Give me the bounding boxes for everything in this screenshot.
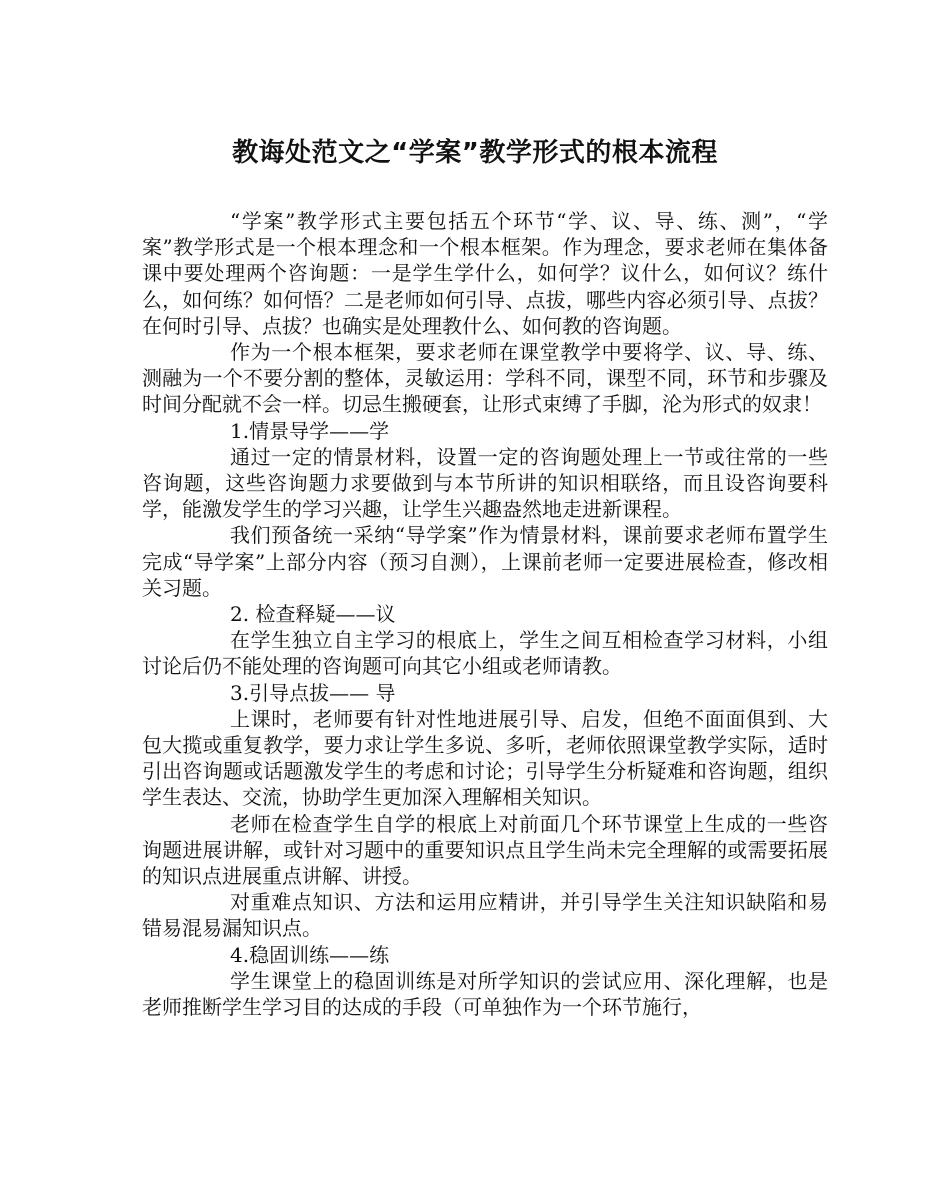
paragraph: 通过一定的情景材料，设置一定的咨询题处理上一节或往常的一些咨询题，这些咨询题力求要做到与本节所讲的知识相联络，而且设咨询要科学，能激发学生的学习兴趣，让学生兴趣盎然地走进新课程。: [142, 444, 828, 522]
paragraph: 对重难点知识、方法和运用应精讲，并引导学生关注知识缺陷和易错易混易漏知识点。: [142, 890, 828, 941]
paragraph: 上课时，老师要有针对性地进展引导、启发，但绝不面面俱到、大包大揽或重复教学，要力求让学生多说、多听，老师依照课堂教学实际，适时引出咨询题或话题激发学生的考虑和讨论；引导学生分析疑难和咨询题，组织学生表达、交流，协助学生更加深入理解相关知识。: [142, 706, 828, 810]
document-body: [142, 208, 828, 1020]
paragraph: “学案”教学形式主要包括五个环节“学、议、导、练、测”，“学案”教学形式是一个根本理念和一个根本框架。作为理念，要求老师在集体备课中要处理两个咨询题：一是学生学什么，如何学？议什么，如何议？练什么，如何练？如何悟？二是老师如何引导、点拔，哪些内容必须引导、点拔？在何时引导、点拔？也确实是处理教什么、如何教的咨询题。: [142, 209, 828, 338]
section-heading: 1.情景导学——学: [230, 418, 390, 443]
paragraph: 老师在检查学生自学的根底上对前面几个环节课堂上生成的一些咨询题进展讲解，或针对习题中的重要知识点且学生尚未完全理解的或需要拓展的知识点进展重点讲解、讲授。: [142, 811, 828, 889]
section-heading: 4.稳固训练——练: [230, 942, 390, 967]
paragraph: 学生课堂上的稳固训练是对所学知识的尝试应用、深化理解，也是老师推断学生学习目的达成的手段（可单独作为一个环节施行，: [142, 968, 828, 1020]
paragraph: 在学生独立自主学习的根底上，学生之间互相检查学习材料，小组讨论后仍不能处理的咨询题可向其它小组或老师请教。: [142, 628, 828, 679]
paragraph: 作为一个根本框架，要求老师在课堂教学中要将学、议、导、练、测融为一个不要分割的整体，灵敏运用：学科不同，课型不同，环节和步骤及时间分配就不会一样。切忌生搬硬套，让形式束缚了手脚，沦为形式的奴隶！: [142, 340, 828, 417]
section-heading: 2. 检查释疑——议: [230, 602, 396, 627]
document-title: 教诲处范文之“学案”教学形式的根本流程: [232, 138, 718, 168]
paragraph: 我们预备统一采纳“导学案”作为情景材料，课前要求老师布置学生完成“导学案”上部分内容（预习自测），上课前老师一定要进展检查，修改相关习题。: [142, 523, 828, 600]
section-heading: 3.引导点拔—— 导: [230, 680, 396, 705]
